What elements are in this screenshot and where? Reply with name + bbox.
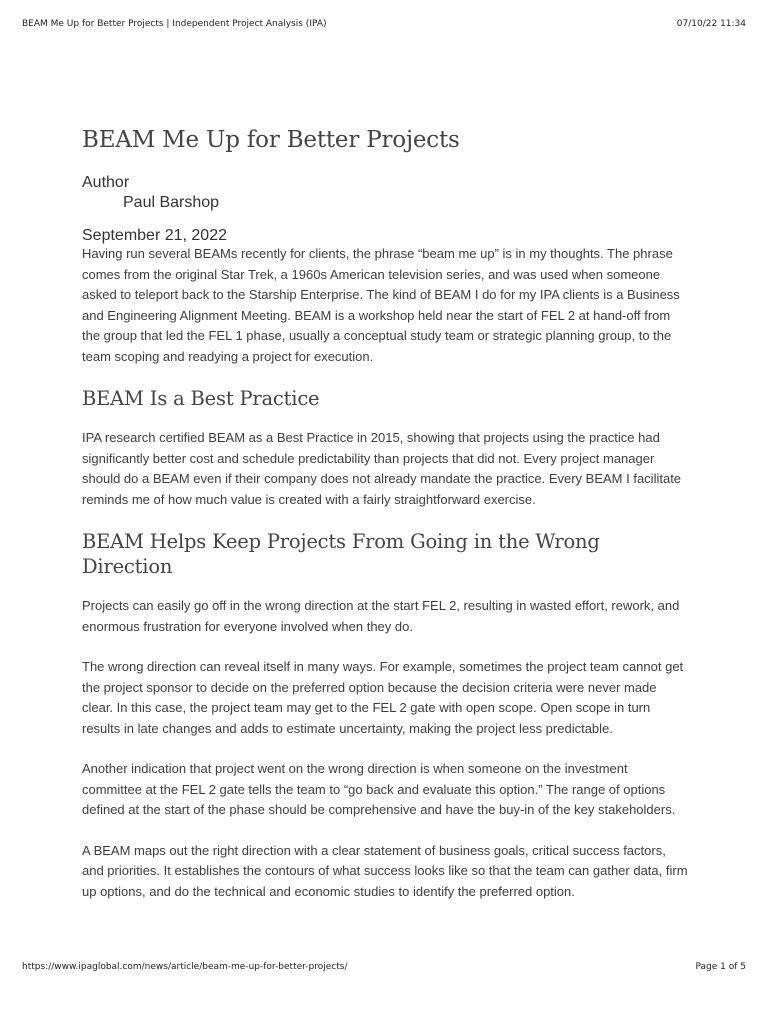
author-label: Author <box>82 174 130 191</box>
publish-date: September 21, 2022 <box>82 227 227 244</box>
article <box>82 124 688 936</box>
wrong-direction-paragraph-4: A BEAM maps out the right direction with a clear statement of business goals, critical success factors, and priorities. It establishes the contours of what success looks like so that the team can gather data, firm up options, and do the technical and economic studies to identify the preferred option. <box>82 842 688 899</box>
wrong-direction-paragraph-2: The wrong direction can reveal itself in many ways. For example, sometimes the project team cannot get the project sponsor to decide on the preferred option because the decision criteria were never made clear. In this case, the project team may get to the FEL 2 gate with open scope. Open scope in turn results in late changes and adds to estimate uncertainty, making the project less predictable. <box>82 659 684 736</box>
article-title: BEAM Me Up for Better Projects <box>82 127 460 153</box>
wrong-direction-paragraph-3: Another indication that project went on the wrong direction is when someone on the investment committee at the FEL 2 gate tells the team to “go back and evaluate this option.” The range of options defined at the start of the phase should be comprehensive and have the buy-in of the key stakeholders. <box>82 761 676 817</box>
best-practice-paragraph: IPA research certified BEAM as a Best Practice in 2015, showing that projects using the practice had significantly better cost and schedule predictability than projects that did not. Every project manager should do a BEAM even if their company does not already mandate the practice. Every BEAM I facilitate reminds me of how much value is created with a fairly straightforward exercise. <box>82 430 682 507</box>
section-heading-wrong-direction: BEAM Helps Keep Projects From Going in the Wrong Direction <box>82 530 600 578</box>
section-heading-best-practice: BEAM Is a Best Practice <box>82 387 320 410</box>
wrong-direction-paragraph-1: Projects can easily go off in the wrong direction at the start FEL 2, resulting in wasted effort, rework, and enormous frustration for everyone involved when they do. <box>82 598 680 634</box>
print-header-datetime: 07/10/22 11:34 <box>676 19 746 29</box>
print-header-title: BEAM Me Up for Better Projects | Independent Project Analysis (IPA) <box>22 19 327 29</box>
print-footer-page-number: Page 1 of 5 <box>695 962 746 972</box>
print-footer-url: https://www.ipaglobal.com/news/article/beam-me-up-for-better-projects/ <box>22 962 348 972</box>
author-name: Paul Barshop <box>123 194 220 211</box>
intro-paragraph: Having run several BEAMs recently for clients, the phrase “beam me up” is in my thoughts. The phrase comes from the original Star Trek, a 1960s American television series, and was used when someone asked to teleport back to the Starship Enterprise. The kind of BEAM I do for my IPA clients is a Business and Engineering Alignment Meeting. BEAM is a workshop held near the start of FEL 2 at hand-off from the group that led the FEL 1 phase, usually a conceptual study team or strategic planning group, to the team scoping and readying a project for execution. <box>82 246 680 364</box>
